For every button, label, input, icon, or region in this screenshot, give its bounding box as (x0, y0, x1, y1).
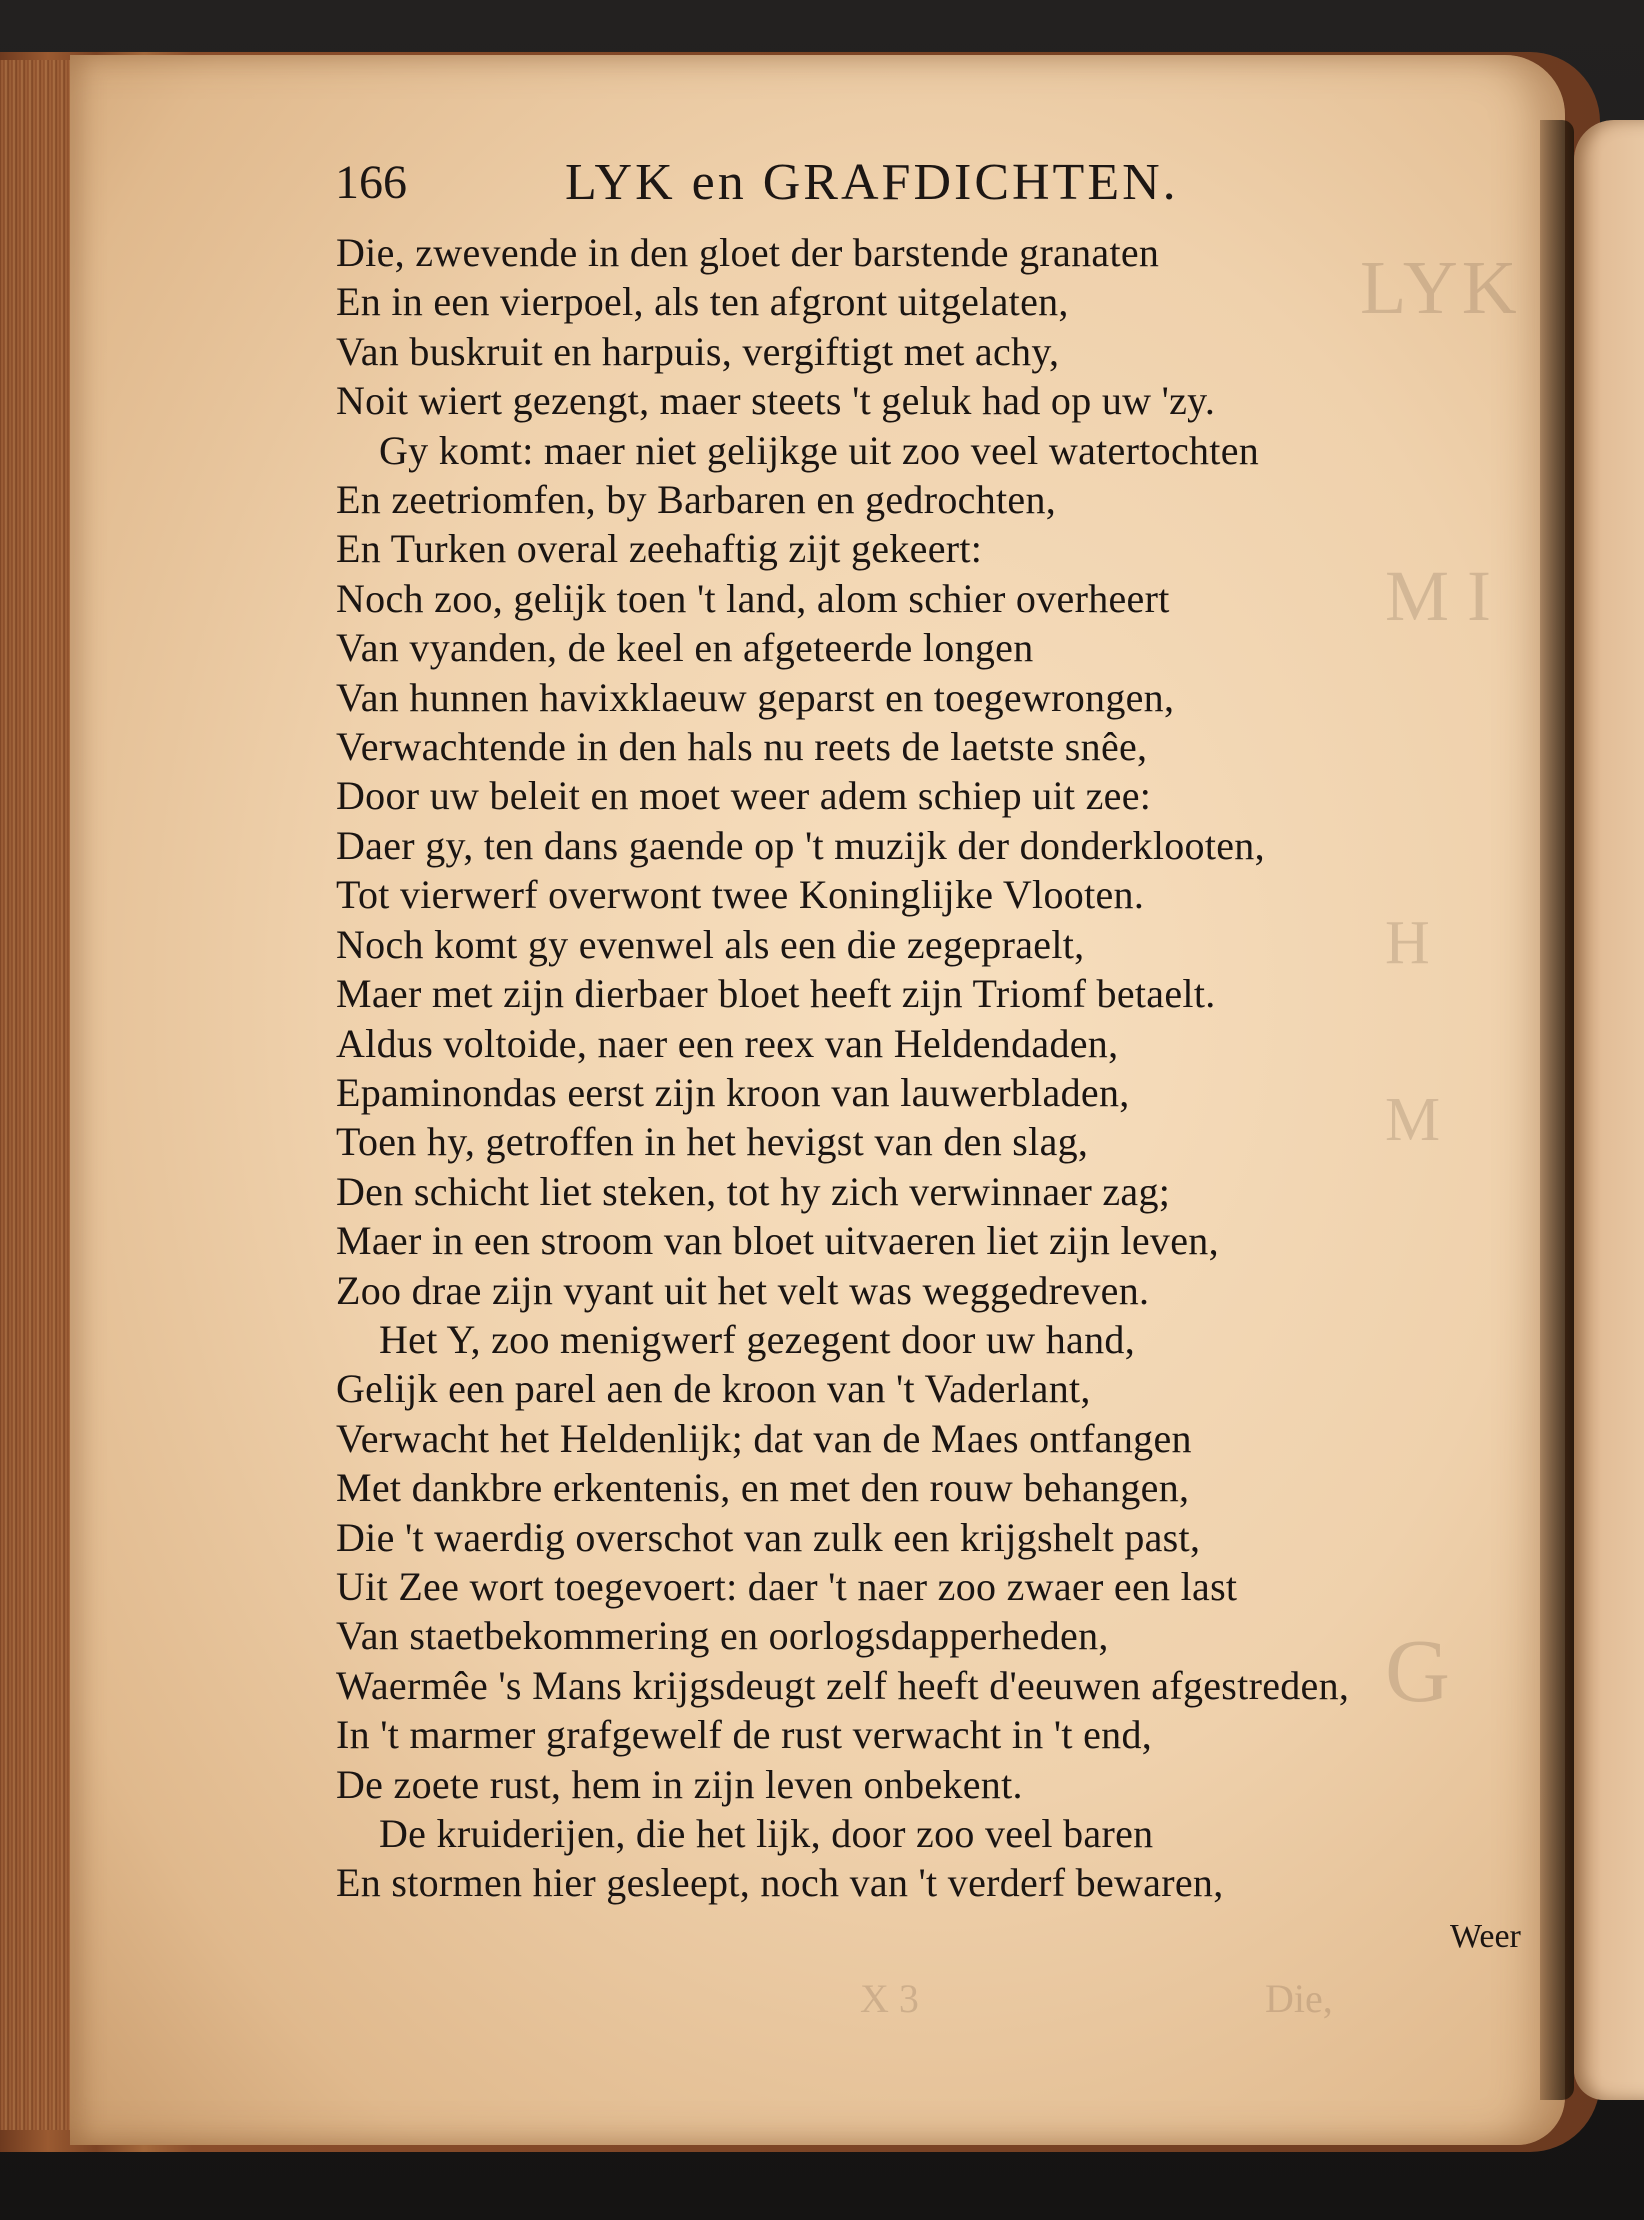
poem-line: Epaminondas eerst zijn kroon van lauwerbladen, (336, 1069, 1130, 1115)
page-number: 166 (335, 156, 407, 209)
poem-line: Tot vierwerf overwont twee Koninglijke Vlooten. (336, 872, 1145, 918)
poem-line: Maer in een stroom van bloet uitvaeren liet zijn leven, (336, 1218, 1219, 1264)
poem-line: Gelijk een parel aen de kroon van 't Vaderlant, (336, 1366, 1091, 1412)
poem-line: Daer gy, ten dans gaende op 't muzijk der donderklooten, (336, 822, 1265, 868)
show-through-text: M I (1385, 556, 1491, 636)
poem-line: Van buskruit en harpuis, vergiftigt met achy, (336, 328, 1060, 374)
catchword: Weer (1450, 1918, 1521, 1955)
poem-line: Toen hy, getroffen in het hevigst van den slag, (336, 1119, 1089, 1165)
poem-line: In 't marmer grafgewelf de rust verwacht in 't end, (336, 1712, 1153, 1758)
poem-line: De zoete rust, hem in zijn leven onbekent. (336, 1761, 1023, 1807)
poem-line: Noch komt gy evenwel als een die zegepraelt, (336, 921, 1085, 967)
poem-line: Die, zwevende in den gloet der barstende granaten (336, 230, 1160, 275)
poem-line: Uit Zee wort toegevoert: daer 't naer zoo zwaer een last (336, 1563, 1238, 1609)
poem-line: Noch zoo, gelijk toen 't land, alom schier overheert (336, 575, 1170, 621)
poem-text (336, 228, 1551, 1908)
show-through-text: M (1385, 1086, 1441, 1154)
poem-line: Door uw beleit en moet weer adem schiep uit zee: (336, 773, 1152, 819)
facing-page-edge (1574, 120, 1644, 2100)
poem-line: Waermêe 's Mans krijgsdeugt zelf heeft d'eeuwen afgestreden, (336, 1662, 1350, 1708)
poem-line: En Turken overal zeehaftig zijt gekeert: (336, 526, 983, 572)
poem-line: Die 't waerdig overschot van zulk een krijgshelt past, (336, 1514, 1201, 1560)
page-header (335, 155, 1335, 227)
show-through-text: H (1385, 909, 1430, 977)
poem-line: En zeetriomfen, by Barbaren en gedrochten, (336, 477, 1057, 523)
poem-line: Den schicht liet steken, tot hy zich verwinnaer zag; (336, 1168, 1171, 1214)
poem-line: Het Y, zoo menigwerf gezegent door uw hand, (379, 1316, 1136, 1362)
show-through-text: X 3 (860, 1976, 919, 2021)
poem-line: Van hunnen havixklaeuw geparst en toegewrongen, (336, 674, 1175, 720)
poem-line: En in een vierpoel, als ten afgront uitgelaten, (336, 279, 1069, 325)
poem-line: Verwachtende in den hals nu reets de laetste snêe, (336, 724, 1148, 770)
show-through-text: LYK (1360, 246, 1521, 330)
show-through-text: G (1385, 1622, 1450, 1721)
poem-line: Noit wiert gezengt, maer steets 't geluk had op uw 'zy. (336, 378, 1216, 424)
poem-line: De kruiderijen, die het lijk, door zoo veel baren (379, 1811, 1154, 1856)
show-through-text: Die, (1265, 1976, 1333, 2021)
poem-line: Verwacht het Heldenlijk; dat van de Maes ontfangen (336, 1415, 1192, 1461)
poem-line: Van staetbekommering en oorlogsdapperheden, (336, 1613, 1109, 1659)
poem-line: Gy komt: maer niet gelijkge uit zoo veel watertochten (379, 427, 1260, 473)
poem-line: En stormen hier gesleept, noch van 't verderf bewaren, (336, 1860, 1224, 1906)
running-head: LYK en GRAFDICHTEN. (565, 154, 1179, 211)
poem-line: Aldus voltoide, naer een reex van Heldendaden, (336, 1020, 1119, 1066)
poem-line: Met dankbre erkentenis, en met den rouw behangen, (336, 1465, 1190, 1511)
poem-line: Maer met zijn dierbaer bloet heeft zijn Triomf betaelt. (336, 971, 1216, 1017)
poem-line: Van vyanden, de keel en afgeteerde longen (336, 625, 1034, 671)
poem-line: Zoo drae zijn vyant uit het velt was weggedreven. (336, 1267, 1150, 1313)
